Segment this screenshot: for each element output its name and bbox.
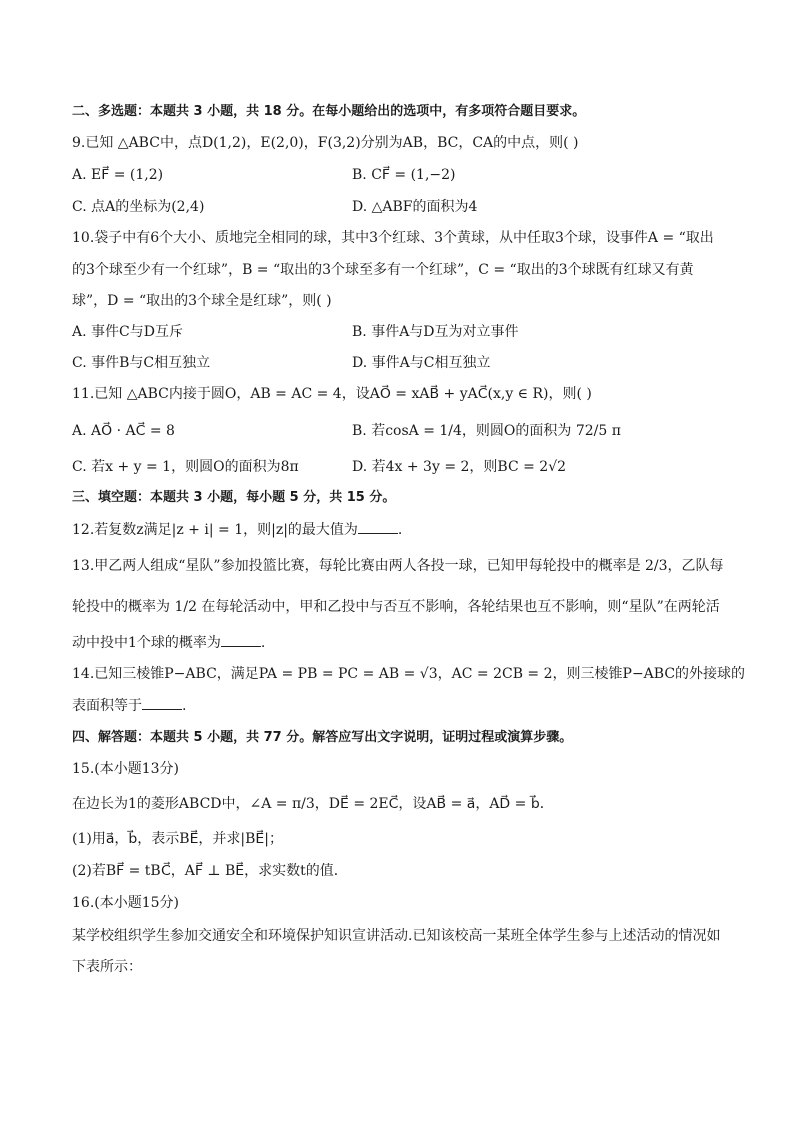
question-12-period: .	[397, 522, 403, 538]
question-15-header: 15.(本小题13分)	[72, 761, 180, 777]
section-fill-blank-heading: 三、填空题：本题共 3 小题，每小题 5 分，共 15 分。	[72, 490, 396, 505]
question-10-option-d: D. 事件A与C相互独立	[352, 355, 491, 371]
question-9-option-d: D. △ABF的面积为4	[352, 199, 478, 215]
question-13-line-1: 13.甲乙两人组成“星队”参加投篮比赛，每轮比赛由两人各投一球，已知甲每轮投中的概率是 2/3，乙队每	[72, 558, 724, 574]
question-15-stem: 在边长为1的菱形ABCD中，∠A = π/3，DE⃗ = 2EC⃗，设AB⃗ = a⃗，AD⃗ = b⃗．	[72, 796, 554, 812]
answer-blank	[358, 521, 398, 534]
question-16-line-2: 下表所示：	[72, 959, 142, 975]
answer-blank	[221, 634, 261, 647]
section-multiple-choice-heading: 二、多选题：本题共 3 小题，共 18 分。在每小题给出的选项中，有多项符合题目要求。	[72, 104, 586, 119]
question-13-text: 动中投中1个球的概率为	[72, 635, 221, 651]
question-14-text: 表面积等于	[72, 698, 142, 714]
question-15-part-1: (1)用a⃗，b⃗，表示BE⃗，并求|BE⃗|；	[72, 831, 283, 847]
question-10-option-b: B. 事件A与D互为对立事件	[352, 324, 519, 340]
question-12	[72, 521, 402, 539]
question-10-option-c: C. 事件B与C相互独立	[72, 355, 211, 371]
question-11-stem: 11.已知 △ABC内接于圆O，AB = AC = 4，设AO⃗ = xAB⃗ + yAC⃗(x,y ∈ R)，则( )	[72, 386, 592, 402]
question-15-part-2: (2)若BF⃗ = tBC⃗，AF⃗ ⊥ BE⃗，求实数t的值．	[72, 863, 348, 879]
question-16-line-1: 某学校组织学生参加交通安全和环境保护知识宣讲活动.已知该校高一某班全体学生参与上述活动的情况如	[72, 928, 721, 944]
question-10-line-2: 的3个球至少有一个红球”，B = “取出的3个球至多有一个红球”，C = “取出的3个球既有红球又有黄	[72, 262, 694, 278]
question-11-option-d: D. 若4x + 3y = 2，则BC = 2√2	[352, 459, 567, 475]
question-12-text: 12.若复数z满足|z + i| = 1，则|z|的最大值为	[72, 522, 358, 538]
question-11-option-a: A. AO⃗ · AC⃗ = 8	[72, 423, 175, 439]
question-9-option-c: C. 点A的坐标为(2,4)	[72, 199, 205, 215]
question-13-line-2: 轮投中的概率为 1/2 在每轮活动中，甲和乙投中与否互不影响，各轮结果也互不影响，则“星队”在两轮活	[72, 599, 720, 615]
question-14-line-2	[72, 697, 186, 715]
question-11-option-c: C. 若x + y = 1，则圆O的面积为8π	[72, 459, 299, 475]
question-10-line-3: 球”，D = “取出的3个球全是红球”，则( )	[72, 293, 332, 309]
question-13-line-3	[72, 634, 265, 652]
question-11-option-b: B. 若cosA = 1/4，则圆O的面积为 72/5 π	[352, 423, 621, 439]
question-16-header: 16.(本小题15分)	[72, 895, 180, 911]
question-9-stem: 9.已知 △ABC中，点D(1,2)，E(2,0)，F(3,2)分别为AB，BC，CA的中点，则( )	[72, 135, 579, 151]
question-14-period: .	[182, 698, 187, 714]
question-10-line-1: 10.袋子中有6个大小、质地完全相同的球，其中3个红球、3个黄球，从中任取3个球，设事件A = “取出	[72, 230, 714, 246]
answer-blank	[142, 697, 182, 710]
question-9-option-a: A. EF⃗ = (1,2)	[72, 167, 164, 183]
question-13-period: .	[260, 635, 266, 651]
section-free-response-heading: 四、解答题：本题共 5 小题，共 77 分。解答应写出文字说明，证明过程或演算步骤。	[72, 730, 573, 745]
question-14-line-1: 14.已知三棱锥P−ABC，满足PA = PB = PC = AB = √3，AC = 2CB = 2，则三棱锥P−ABC的外接球的	[72, 666, 746, 682]
question-10-option-a: A. 事件C与D互斥	[72, 324, 183, 340]
question-9-option-b: B. CF⃗ = (1,−2)	[352, 167, 456, 183]
